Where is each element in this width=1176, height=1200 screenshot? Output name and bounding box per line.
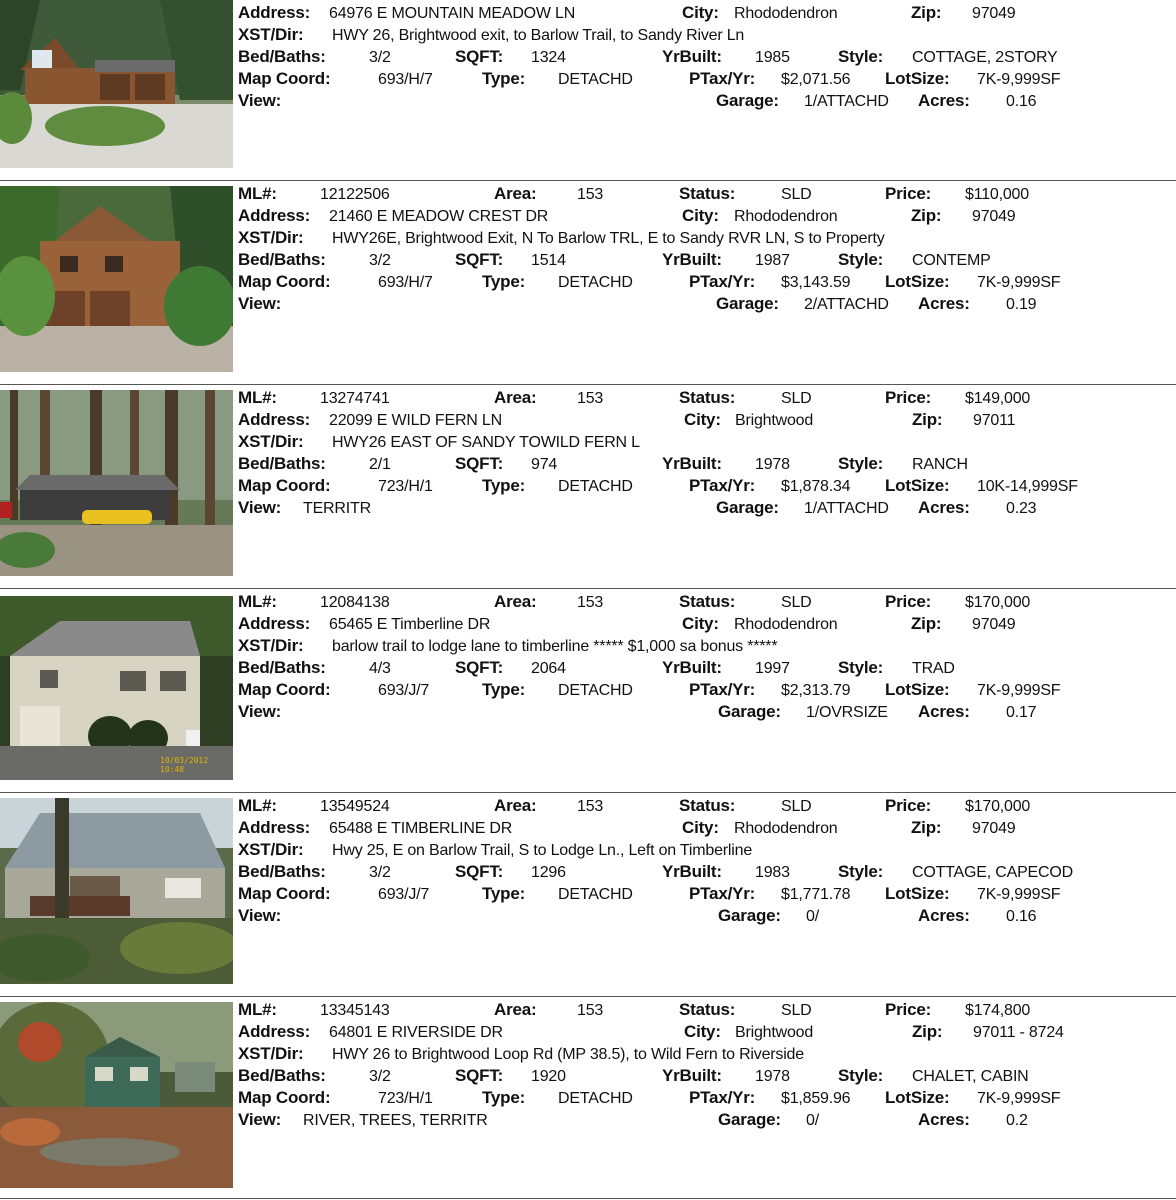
ml-value: 13345143 <box>320 1002 390 1019</box>
status-value: SLD <box>781 594 812 611</box>
sqft-label: SQFT: <box>455 47 504 66</box>
view-label: View: <box>238 906 282 925</box>
sqft-label: SQFT: <box>455 862 504 881</box>
status-value: SLD <box>781 390 812 407</box>
lotsize-value: 7K-9,999SF <box>977 274 1061 291</box>
address-label: Address: <box>238 206 311 225</box>
mapcoord-value: 693/H/7 <box>378 274 433 291</box>
mapcoord-label: Map Coord: <box>238 680 331 699</box>
type-value: DETACHD <box>558 1090 633 1107</box>
style-label: Style: <box>838 658 884 677</box>
bedbaths-label: Bed/Baths: <box>238 47 326 66</box>
listing-photo[interactable] <box>0 0 233 168</box>
sqft-value: 1920 <box>531 1068 566 1085</box>
acres-value: 0.19 <box>1006 296 1037 313</box>
garage-label: Garage: <box>716 498 779 517</box>
status-label: Status: <box>679 388 736 407</box>
view-value: RIVER, TREES, TERRITR <box>303 1112 488 1129</box>
price-value: $110,000 <box>965 186 1029 203</box>
address-label: Address: <box>238 410 311 429</box>
type-label: Type: <box>482 680 526 699</box>
city-label: City: <box>684 1022 721 1041</box>
style-value: RANCH <box>912 456 968 473</box>
listing-photo[interactable] <box>0 596 233 780</box>
area-value: 153 <box>577 1002 604 1019</box>
garage-value: 0/ <box>806 908 819 925</box>
zip-value: 97049 <box>972 616 1016 633</box>
acres-label: Acres: <box>918 91 970 110</box>
yrbuilt-label: YrBuilt: <box>662 1066 722 1085</box>
status-value: SLD <box>781 186 812 203</box>
acres-label: Acres: <box>918 294 970 313</box>
ml-label: ML#: <box>238 184 277 203</box>
ptax-label: PTax/Yr: <box>689 69 756 88</box>
listing-3 <box>0 387 1176 587</box>
type-value: DETACHD <box>558 478 633 495</box>
listing-divider <box>0 996 1176 997</box>
mapcoord-value: 693/H/7 <box>378 71 433 88</box>
style-value: COTTAGE, CAPECOD <box>912 864 1073 881</box>
address-value: 21460 E MEADOW CREST DR <box>329 208 549 225</box>
view-label: View: <box>238 702 282 721</box>
xst-label: XST/Dir: <box>238 432 304 451</box>
bedbaths-value: 3/2 <box>369 252 391 269</box>
ptax-label: PTax/Yr: <box>689 1088 756 1107</box>
status-value: SLD <box>781 798 812 815</box>
price-value: $170,000 <box>965 594 1031 611</box>
zip-label: Zip: <box>911 818 942 837</box>
bedbaths-label: Bed/Baths: <box>238 1066 326 1085</box>
area-label: Area: <box>494 388 537 407</box>
bedbaths-label: Bed/Baths: <box>238 250 326 269</box>
style-value: COTTAGE, 2STORY <box>912 49 1058 66</box>
garage-value: 2/ATTACHD <box>804 296 889 313</box>
listing-1 <box>0 0 1176 176</box>
bedbaths-value: 3/2 <box>369 49 391 66</box>
ptax-value: $1,878.34 <box>781 478 851 495</box>
yrbuilt-value: 1978 <box>755 456 790 473</box>
bedbaths-value: 4/3 <box>369 660 391 677</box>
view-value: TERRITR <box>303 500 371 517</box>
area-value: 153 <box>577 186 604 203</box>
acres-value: 0.23 <box>1006 500 1037 517</box>
sqft-label: SQFT: <box>455 1066 504 1085</box>
sqft-label: SQFT: <box>455 454 504 473</box>
area-label: Area: <box>494 184 537 203</box>
zip-label: Zip: <box>911 206 942 225</box>
view-label: View: <box>238 498 282 517</box>
price-value: $170,000 <box>965 798 1031 815</box>
lotsize-value: 7K-9,999SF <box>977 1090 1061 1107</box>
status-label: Status: <box>679 796 736 815</box>
listing-divider <box>0 384 1176 385</box>
address-value: 65465 E Timberline DR <box>329 616 491 633</box>
listing-5 <box>0 795 1176 995</box>
address-value: 65488 E TIMBERLINE DR <box>329 820 513 837</box>
yrbuilt-value: 1997 <box>755 660 790 677</box>
garage-label: Garage: <box>718 702 781 721</box>
price-label: Price: <box>885 592 932 611</box>
area-label: Area: <box>494 796 537 815</box>
listing-photo[interactable] <box>0 798 233 984</box>
address-value: 64976 E MOUNTAIN MEADOW LN <box>329 5 576 22</box>
ml-label: ML#: <box>238 592 277 611</box>
acres-label: Acres: <box>918 1110 970 1129</box>
acres-value: 0.16 <box>1006 908 1037 925</box>
lotsize-label: LotSize: <box>885 680 950 699</box>
ml-value: 12084138 <box>320 594 390 611</box>
xst-label: XST/Dir: <box>238 228 304 247</box>
garage-value: 1/ATTACHD <box>804 500 889 517</box>
status-label: Status: <box>679 1000 736 1019</box>
city-label: City: <box>682 614 719 633</box>
listing-2 <box>0 183 1176 383</box>
garage-value: 0/ <box>806 1112 819 1129</box>
lotsize-label: LotSize: <box>885 272 950 291</box>
lotsize-value: 7K-9,999SF <box>977 71 1061 88</box>
bedbaths-label: Bed/Baths: <box>238 658 326 677</box>
xst-label: XST/Dir: <box>238 1044 304 1063</box>
type-value: DETACHD <box>558 682 633 699</box>
sqft-label: SQFT: <box>455 250 504 269</box>
type-label: Type: <box>482 69 526 88</box>
zip-label: Zip: <box>911 3 942 22</box>
price-label: Price: <box>885 796 932 815</box>
mapcoord-value: 693/J/7 <box>378 682 430 699</box>
ptax-value: $2,071.56 <box>781 71 851 88</box>
style-label: Style: <box>838 47 884 66</box>
city-label: City: <box>682 818 719 837</box>
lotsize-label: LotSize: <box>885 884 950 903</box>
lotsize-label: LotSize: <box>885 1088 950 1107</box>
sqft-value: 1514 <box>531 252 566 269</box>
yrbuilt-value: 1978 <box>755 1068 790 1085</box>
zip-label: Zip: <box>912 410 943 429</box>
sqft-value: 2064 <box>531 660 566 677</box>
price-label: Price: <box>885 184 932 203</box>
listing-divider <box>0 1198 1176 1199</box>
lotsize-label: LotSize: <box>885 476 950 495</box>
area-label: Area: <box>494 592 537 611</box>
type-label: Type: <box>482 884 526 903</box>
yrbuilt-label: YrBuilt: <box>662 454 722 473</box>
price-value: $149,000 <box>965 390 1031 407</box>
yrbuilt-label: YrBuilt: <box>662 658 722 677</box>
xst-label: XST/Dir: <box>238 636 304 655</box>
acres-label: Acres: <box>918 498 970 517</box>
type-value: DETACHD <box>558 886 633 903</box>
type-value: DETACHD <box>558 71 633 88</box>
garage-value: 1/OVRSIZE <box>806 704 888 721</box>
listing-photo[interactable] <box>0 1002 233 1188</box>
listing-photo[interactable] <box>0 390 233 576</box>
view-label: View: <box>238 1110 282 1129</box>
mapcoord-label: Map Coord: <box>238 272 331 291</box>
style-label: Style: <box>838 1066 884 1085</box>
address-label: Address: <box>238 3 311 22</box>
acres-value: 0.16 <box>1006 93 1037 110</box>
style-value: CHALET, CABIN <box>912 1068 1029 1085</box>
listing-divider <box>0 792 1176 793</box>
yrbuilt-label: YrBuilt: <box>662 250 722 269</box>
city-value: Brightwood <box>735 1024 814 1041</box>
style-value: CONTEMP <box>912 252 991 269</box>
address-value: 64801 E RIVERSIDE DR <box>329 1024 503 1041</box>
ptax-label: PTax/Yr: <box>689 272 756 291</box>
price-label: Price: <box>885 1000 932 1019</box>
ptax-label: PTax/Yr: <box>689 680 756 699</box>
zip-value: 97049 <box>972 208 1016 225</box>
style-value: TRAD <box>912 660 955 677</box>
ml-label: ML#: <box>238 796 277 815</box>
city-label: City: <box>682 206 719 225</box>
lotsize-value: 7K-9,999SF <box>977 682 1061 699</box>
listing-photo[interactable] <box>0 186 233 372</box>
sqft-value: 1296 <box>531 864 566 881</box>
bedbaths-value: 3/2 <box>369 864 391 881</box>
zip-value: 97011 <box>973 412 1016 429</box>
xst-label: XST/Dir: <box>238 25 304 44</box>
zip-label: Zip: <box>912 1022 943 1041</box>
view-label: View: <box>238 294 282 313</box>
xst-value: HWY26E, Brightwood Exit, N To Barlow TRL, E to Sandy RVR LN, S to Property <box>332 230 885 247</box>
sqft-label: SQFT: <box>455 658 504 677</box>
xst-value: barlow trail to lodge lane to timberline ***** $1,000 sa bonus ***** <box>332 638 778 655</box>
address-label: Address: <box>238 614 311 633</box>
garage-value: 1/ATTACHD <box>804 93 889 110</box>
city-value: Rhododendron <box>734 208 838 225</box>
ptax-value: $3,143.59 <box>781 274 851 291</box>
garage-label: Garage: <box>716 294 779 313</box>
city-value: Rhododendron <box>734 616 838 633</box>
zip-value: 97049 <box>972 820 1016 837</box>
yrbuilt-label: YrBuilt: <box>662 47 722 66</box>
sqft-value: 974 <box>531 456 558 473</box>
zip-value: 97011 - 8724 <box>973 1024 1064 1041</box>
listing-divider <box>0 180 1176 181</box>
zip-value: 97049 <box>972 5 1016 22</box>
price-value: $174,800 <box>965 1002 1031 1019</box>
listing-4 <box>0 591 1176 791</box>
xst-value: HWY 26 to Brightwood Loop Rd (MP 38.5), to Wild Fern to Riverside <box>332 1046 804 1063</box>
photo-timestamp: 10/03/2012 10:48 <box>160 756 209 774</box>
lotsize-value: 10K-14,999SF <box>977 478 1078 495</box>
ml-value: 12122506 <box>320 186 390 203</box>
acres-value: 0.2 <box>1006 1112 1028 1129</box>
type-label: Type: <box>482 1088 526 1107</box>
ptax-label: PTax/Yr: <box>689 884 756 903</box>
area-label: Area: <box>494 1000 537 1019</box>
mapcoord-label: Map Coord: <box>238 884 331 903</box>
city-value: Brightwood <box>735 412 814 429</box>
bedbaths-label: Bed/Baths: <box>238 454 326 473</box>
style-label: Style: <box>838 250 884 269</box>
type-label: Type: <box>482 272 526 291</box>
view-label: View: <box>238 91 282 110</box>
mapcoord-value: 723/H/1 <box>378 1090 433 1107</box>
price-label: Price: <box>885 388 932 407</box>
bedbaths-value: 3/2 <box>369 1068 391 1085</box>
yrbuilt-value: 1985 <box>755 49 790 66</box>
city-label: City: <box>682 3 719 22</box>
area-value: 153 <box>577 594 604 611</box>
xst-value: Hwy 25, E on Barlow Trail, S to Lodge Ln., Left on Timberline <box>332 842 753 859</box>
lotsize-value: 7K-9,999SF <box>977 886 1061 903</box>
bedbaths-label: Bed/Baths: <box>238 862 326 881</box>
address-label: Address: <box>238 1022 311 1041</box>
area-value: 153 <box>577 798 604 815</box>
bedbaths-value: 2/1 <box>369 456 391 473</box>
address-value: 22099 E WILD FERN LN <box>329 412 502 429</box>
mapcoord-label: Map Coord: <box>238 476 331 495</box>
yrbuilt-value: 1983 <box>755 864 790 881</box>
listing-divider <box>0 588 1176 589</box>
garage-label: Garage: <box>718 1110 781 1129</box>
status-value: SLD <box>781 1002 812 1019</box>
style-label: Style: <box>838 862 884 881</box>
ptax-label: PTax/Yr: <box>689 476 756 495</box>
mapcoord-value: 693/J/7 <box>378 886 430 903</box>
mapcoord-label: Map Coord: <box>238 1088 331 1107</box>
yrbuilt-label: YrBuilt: <box>662 862 722 881</box>
mapcoord-value: 723/H/1 <box>378 478 433 495</box>
xst-value: HWY26 EAST OF SANDY TOWILD FERN L <box>332 434 640 451</box>
listing-6 <box>0 999 1176 1199</box>
ml-value: 13549524 <box>320 798 390 815</box>
xst-value: HWY 26, Brightwood exit, to Barlow Trail, to Sandy River Ln <box>332 27 745 44</box>
yrbuilt-value: 1987 <box>755 252 790 269</box>
lotsize-label: LotSize: <box>885 69 950 88</box>
sqft-value: 1324 <box>531 49 566 66</box>
status-label: Status: <box>679 592 736 611</box>
address-label: Address: <box>238 818 311 837</box>
type-value: DETACHD <box>558 274 633 291</box>
ml-label: ML#: <box>238 1000 277 1019</box>
city-value: Rhododendron <box>734 5 838 22</box>
style-label: Style: <box>838 454 884 473</box>
xst-label: XST/Dir: <box>238 840 304 859</box>
city-label: City: <box>684 410 721 429</box>
zip-label: Zip: <box>911 614 942 633</box>
acres-value: 0.17 <box>1006 704 1037 721</box>
ptax-value: $2,313.79 <box>781 682 851 699</box>
area-value: 153 <box>577 390 604 407</box>
garage-label: Garage: <box>718 906 781 925</box>
ml-value: 13274741 <box>320 390 390 407</box>
acres-label: Acres: <box>918 906 970 925</box>
city-value: Rhododendron <box>734 820 838 837</box>
ptax-value: $1,771.78 <box>781 886 851 903</box>
status-label: Status: <box>679 184 736 203</box>
type-label: Type: <box>482 476 526 495</box>
ml-label: ML#: <box>238 388 277 407</box>
acres-label: Acres: <box>918 702 970 721</box>
ptax-value: $1,859.96 <box>781 1090 851 1107</box>
garage-label: Garage: <box>716 91 779 110</box>
mapcoord-label: Map Coord: <box>238 69 331 88</box>
